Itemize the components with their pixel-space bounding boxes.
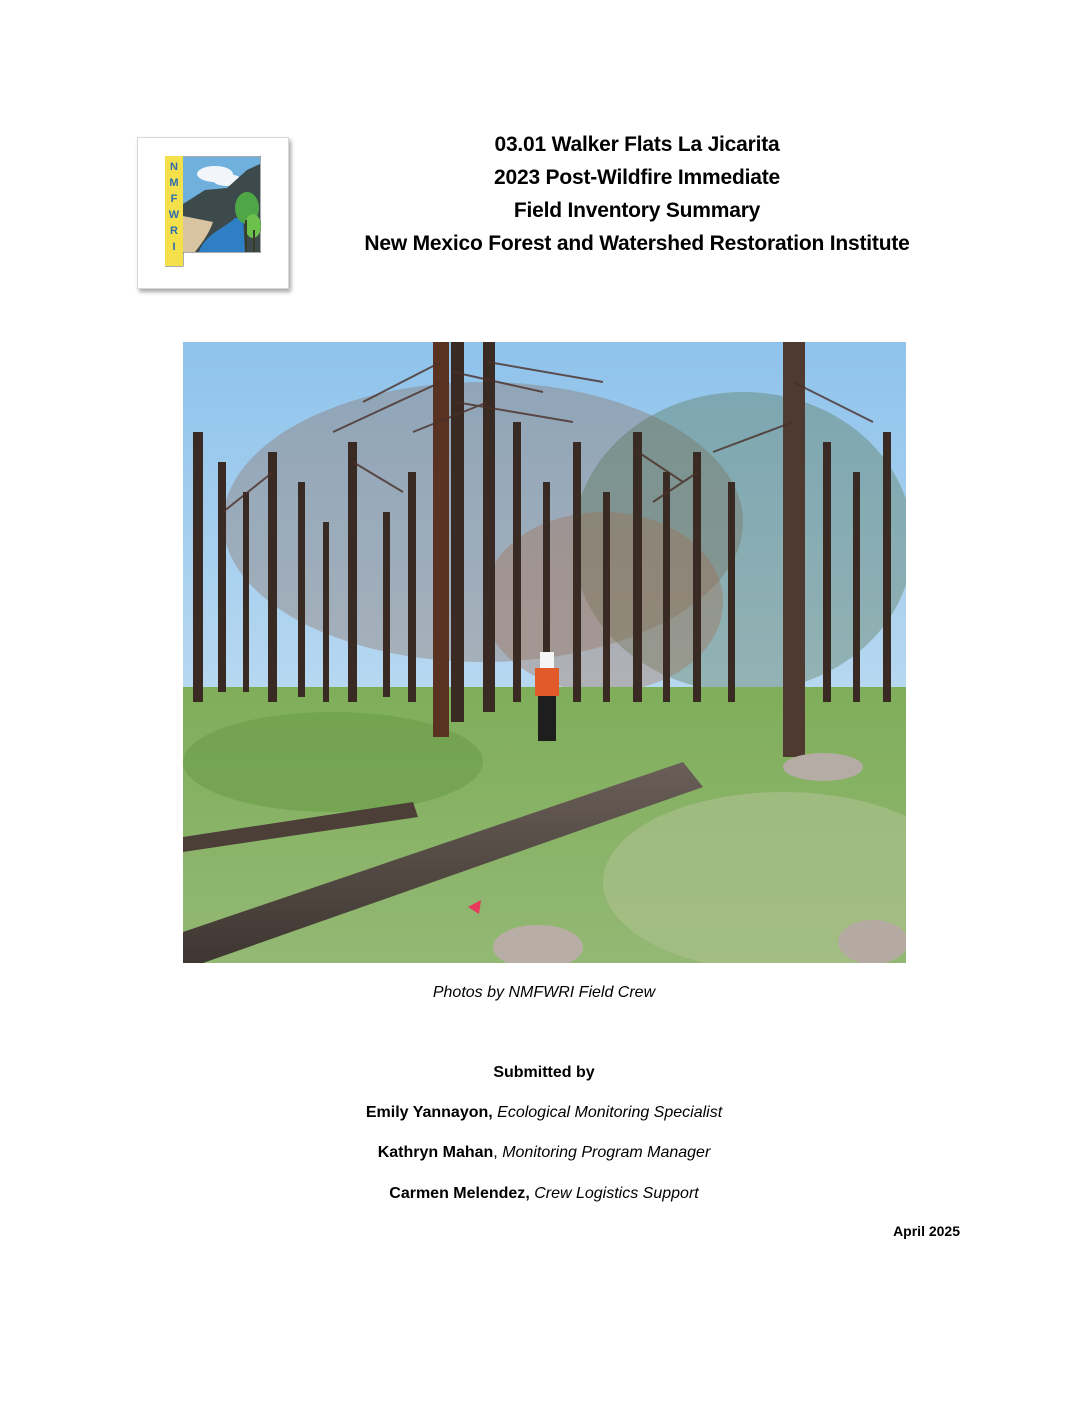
svg-text:W: W xyxy=(168,209,180,221)
author-separator: , xyxy=(493,1144,503,1161)
title-line-2: 2023 Post-Wildfire Immediate xyxy=(494,166,780,189)
svg-text:R: R xyxy=(170,225,178,237)
author-name: Kathryn Mahan xyxy=(377,1144,494,1161)
cover-photo xyxy=(183,342,906,963)
publication-date: April 2025 xyxy=(893,1223,960,1239)
author-separator: , xyxy=(525,1185,535,1202)
author-line xyxy=(0,1144,1088,1162)
nmfwri-logo xyxy=(137,137,289,289)
author-name: Carmen Melendez xyxy=(389,1185,526,1202)
title-line-4: New Mexico Forest and Watershed Restoration Institute xyxy=(364,232,910,255)
author-line xyxy=(0,1104,1088,1122)
svg-text:I: I xyxy=(172,241,176,253)
author-role: Crew Logistics Support xyxy=(534,1185,699,1202)
nmfwri-logo-icon xyxy=(165,156,261,268)
photo-caption: Photos by NMFWRI Field Crew xyxy=(432,984,656,1001)
svg-text:N: N xyxy=(170,161,178,173)
document-title xyxy=(330,128,944,260)
svg-text:M: M xyxy=(169,177,179,189)
author-role: Ecological Monitoring Specialist xyxy=(497,1104,723,1121)
author-name: Emily Yannayon xyxy=(365,1104,489,1121)
author-line xyxy=(0,1185,1088,1203)
submitted-by-heading: Submitted by xyxy=(493,1064,595,1081)
author-separator: , xyxy=(488,1104,498,1121)
title-line-3: Field Inventory Summary xyxy=(513,199,761,222)
forest-photo-image xyxy=(183,342,906,963)
author-role: Monitoring Program Manager xyxy=(502,1144,711,1161)
title-line-1: 03.01 Walker Flats La Jicarita xyxy=(494,133,780,156)
svg-text:F: F xyxy=(170,193,178,205)
